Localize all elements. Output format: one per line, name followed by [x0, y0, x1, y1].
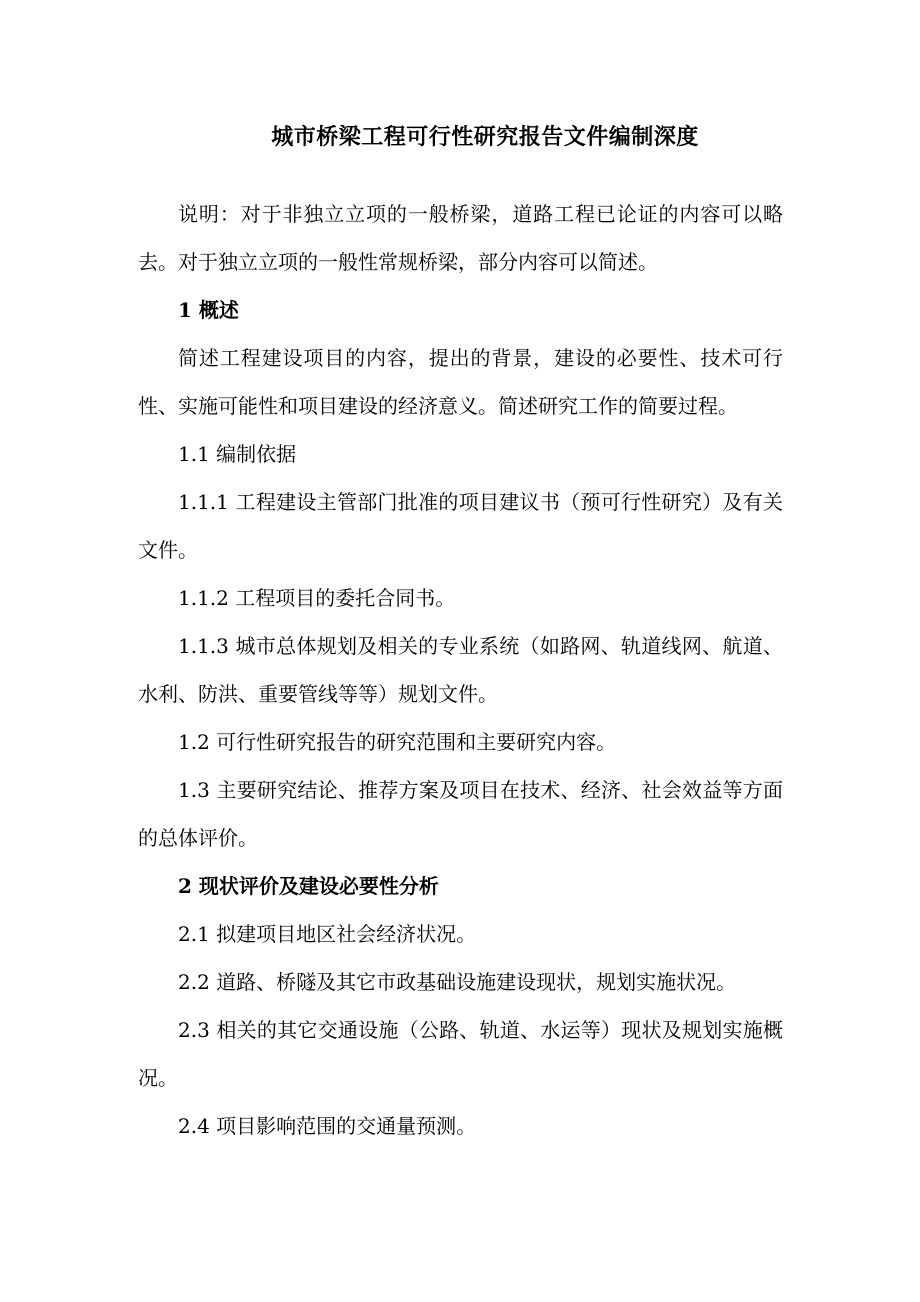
- document-body: [138, 190, 783, 1150]
- paragraph: 2.4 项目影响范围的交通量预测。: [178, 1114, 477, 1138]
- paragraph: 2.3 相关的其它交通设施（公路、轨道、水运等）现状及规划实施概况。: [138, 1018, 783, 1090]
- subsection-heading: 1.1 编制依据: [178, 442, 297, 466]
- section-heading-2: 2 现状评价及建设必要性分析: [178, 874, 439, 898]
- paragraph: 2.1 拟建项目地区社会经济状况。: [178, 922, 477, 946]
- paragraph: 简述工程建设项目的内容，提出的背景，建设的必要性、技术可行性、实施可能性和项目建设的经济意义。简述研究工作的简要过程。: [138, 346, 783, 418]
- paragraph: 2.2 道路、桥隧及其它市政基础设施建设现状，规划实施状况。: [178, 970, 737, 994]
- paragraph: 1.1.2 工程项目的委托合同书。: [178, 586, 456, 610]
- note-paragraph: 说明：对于非独立立项的一般桥梁，道路工程已论证的内容可以略去。对于独立立项的一般性常规桥梁，部分内容可以简述。: [138, 202, 783, 274]
- paragraph: 1.1.3 城市总体规划及相关的专业系统（如路网、轨道线网、航道、水利、防洪、重要管线等等）规划文件。: [138, 634, 783, 706]
- paragraph: 1.2 可行性研究报告的研究范围和主要研究内容。: [178, 730, 617, 754]
- section-heading-1: 1 概述: [178, 298, 239, 322]
- paragraph: 1.3 主要研究结论、推荐方案及项目在技术、经济、社会效益等方面的总体评价。: [138, 778, 783, 850]
- document-title: 城市桥梁工程可行性研究报告文件编制深度: [271, 124, 699, 150]
- paragraph: 1.1.1 工程建设主管部门批准的项目建议书（预可行性研究）及有关文件。: [138, 490, 783, 562]
